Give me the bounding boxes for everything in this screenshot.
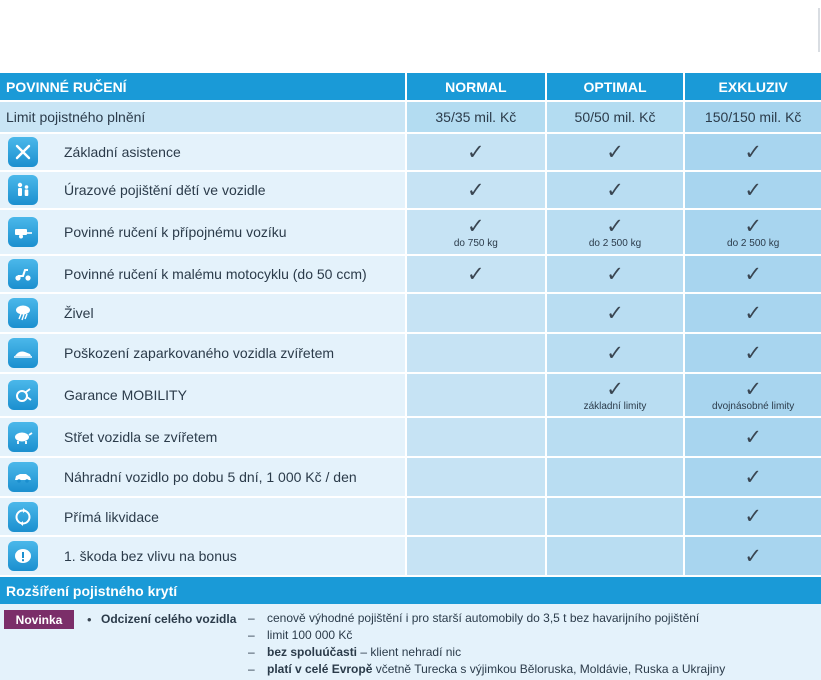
cell-note: do 2 500 kg (588, 237, 642, 249)
feature-row (0, 294, 821, 332)
cell-note: základní limity (583, 400, 647, 412)
checkmark-icon: ✓ (744, 262, 762, 286)
scooter-icon (8, 259, 38, 289)
feature-label: 1. škoda bez vlivu na bonus (64, 548, 237, 564)
extension-line-text: limit 100 000 Kč (267, 628, 353, 642)
cell-exkluziv (685, 498, 821, 535)
feature-row (0, 134, 821, 170)
checkmark-icon: ✓ (467, 262, 485, 286)
extension-body (0, 604, 821, 680)
cell-normal (407, 210, 545, 254)
feature-row (0, 458, 821, 496)
checkmark-icon: ✓ (467, 140, 485, 164)
extension-line (267, 645, 461, 659)
feature-label-cell (0, 498, 405, 535)
checkmark-icon: ✓ (606, 377, 624, 401)
trailer-icon (8, 217, 38, 247)
checkmark-icon: ✓ (744, 505, 762, 528)
cell-exkluziv (685, 458, 821, 496)
cell-normal (407, 256, 545, 292)
table-header-row (0, 73, 821, 100)
cell-normal (407, 334, 545, 372)
extension-line-text: včetně Turecka s výjimkou Běloruska, Moldávie, Ruska a Ukrajiny (372, 662, 726, 676)
cycle-arrows-icon (8, 502, 38, 532)
cell-note: do 2 500 kg (727, 237, 780, 249)
feature-row (0, 498, 821, 535)
cell-exkluziv (685, 334, 821, 372)
cell-optimal (547, 418, 684, 456)
checkmark-icon: ✓ (744, 425, 762, 449)
checkmark-icon: ✓ (744, 544, 762, 568)
cell-normal (407, 172, 545, 208)
checkmark-icon: ✓ (606, 262, 624, 286)
limit-exkluziv: 150/150 mil. Kč (685, 102, 821, 132)
cell-normal (407, 134, 545, 170)
feature-label-cell (0, 458, 405, 496)
feature-label: Povinné ručení k malému motocyklu (do 50 ccm) (64, 266, 367, 282)
checkmark-icon: ✓ (744, 214, 762, 238)
new-badge: Novinka (4, 610, 74, 629)
mobility-icon (8, 380, 38, 410)
table-title: POVINNÉ RUČENÍ (0, 73, 405, 100)
checkmark-icon: ✓ (744, 178, 762, 202)
dash: – (248, 611, 255, 625)
extension-line (267, 611, 699, 625)
cell-normal (407, 458, 545, 496)
feature-row (0, 334, 821, 372)
cell-note: dvojnásobné limity (712, 400, 795, 412)
feature-row (0, 172, 821, 208)
scroll-edge-line (818, 8, 820, 52)
dash: – (248, 645, 255, 659)
cell-normal (407, 294, 545, 332)
cell-exkluziv (685, 134, 821, 170)
checkmark-icon: ✓ (744, 465, 762, 489)
plan-normal-header: NORMAL (407, 73, 545, 100)
feature-row (0, 256, 821, 292)
cell-normal (407, 418, 545, 456)
feature-label: Živel (64, 305, 94, 321)
feature-label: Střet vozidla se zvířetem (64, 429, 218, 445)
limit-row (0, 102, 821, 132)
rodent-icon (8, 338, 38, 368)
checkmark-icon: ✓ (744, 341, 762, 365)
animal-icon (8, 422, 38, 452)
cell-normal (407, 537, 545, 575)
limit-normal: 35/35 mil. Kč (407, 102, 545, 132)
feature-row (0, 210, 821, 254)
extension-item-title: Odcizení celého vozidla (101, 612, 237, 626)
feature-label: Poškození zaparkovaného vozidla zvířetem (64, 345, 335, 361)
cell-exkluziv (685, 294, 821, 332)
tools-icon (8, 137, 38, 167)
comparison-table (0, 73, 821, 577)
feature-rows (0, 134, 821, 575)
limit-label: Limit pojistného plnění (0, 102, 405, 132)
extension-line-bold: platí v celé Evropě (267, 662, 373, 676)
bonus-icon (8, 541, 38, 571)
checkmark-icon: ✓ (467, 214, 485, 238)
plan-exkluziv-header: EXKLUZIV (685, 73, 821, 100)
cell-optimal (547, 210, 684, 254)
extension-line-bold: bez spoluúčasti (267, 645, 358, 659)
cell-exkluziv (685, 210, 821, 254)
cell-optimal (547, 374, 684, 416)
feature-label-cell (0, 294, 405, 332)
cell-optimal (547, 134, 684, 170)
feature-label-cell (0, 334, 405, 372)
car-icon (8, 462, 38, 492)
feature-label: Přímá likvidace (64, 508, 159, 525)
feature-label-cell (0, 134, 405, 170)
cell-optimal (547, 256, 684, 292)
plan-optimal-header: OPTIMAL (547, 73, 684, 100)
cell-normal (407, 498, 545, 535)
cell-normal (407, 374, 545, 416)
extension-header: Rozšíření pojistného krytí (0, 577, 821, 604)
cell-note: do 750 kg (453, 237, 498, 249)
checkmark-icon: ✓ (744, 301, 762, 325)
checkmark-icon: ✓ (744, 140, 762, 164)
cell-exkluziv (685, 256, 821, 292)
cell-optimal (547, 172, 684, 208)
storm-icon (8, 298, 38, 328)
feature-label-cell (0, 256, 405, 292)
dash: – (248, 662, 255, 676)
dash: – (248, 628, 255, 642)
bullet: • (87, 612, 92, 627)
checkmark-icon: ✓ (744, 377, 762, 401)
checkmark-icon: ✓ (606, 178, 624, 202)
feature-label-cell (0, 374, 405, 416)
feature-row (0, 374, 821, 416)
limit-optimal: 50/50 mil. Kč (547, 102, 684, 132)
extension-line (267, 628, 352, 642)
feature-label-cell (0, 537, 405, 575)
extension-line-text: – klient nehradí nic (357, 645, 462, 659)
cell-optimal (547, 537, 684, 575)
checkmark-icon: ✓ (606, 301, 624, 325)
checkmark-icon: ✓ (467, 178, 485, 202)
feature-label: Úrazové pojištění dětí ve vozidle (64, 182, 266, 198)
feature-label: Náhradní vozidlo po dobu 5 dní, 1 000 Kč / den (64, 469, 357, 485)
checkmark-icon: ✓ (606, 140, 624, 164)
cell-optimal (547, 458, 684, 496)
cell-optimal (547, 498, 684, 535)
extension-line (267, 662, 725, 676)
family-icon (8, 175, 38, 205)
cell-exkluziv (685, 172, 821, 208)
cell-optimal (547, 294, 684, 332)
cell-optimal (547, 334, 684, 372)
feature-row (0, 418, 821, 456)
cell-exkluziv (685, 418, 821, 456)
feature-label: Základní asistence (64, 144, 181, 160)
feature-label-cell (0, 172, 405, 208)
checkmark-icon: ✓ (606, 214, 624, 238)
cell-exkluziv (685, 374, 821, 416)
checkmark-icon: ✓ (606, 341, 624, 365)
extension-line-text: cenově výhodné pojištění i pro starší automobily do 3,5 t bez havarijního pojištění (267, 611, 700, 625)
feature-label: Povinné ručení k přípojnému vozíku (64, 224, 287, 240)
feature-label: Garance MOBILITY (64, 387, 187, 403)
feature-label-cell (0, 418, 405, 456)
feature-row (0, 537, 821, 575)
feature-label-cell (0, 210, 405, 254)
cell-exkluziv (685, 537, 821, 575)
